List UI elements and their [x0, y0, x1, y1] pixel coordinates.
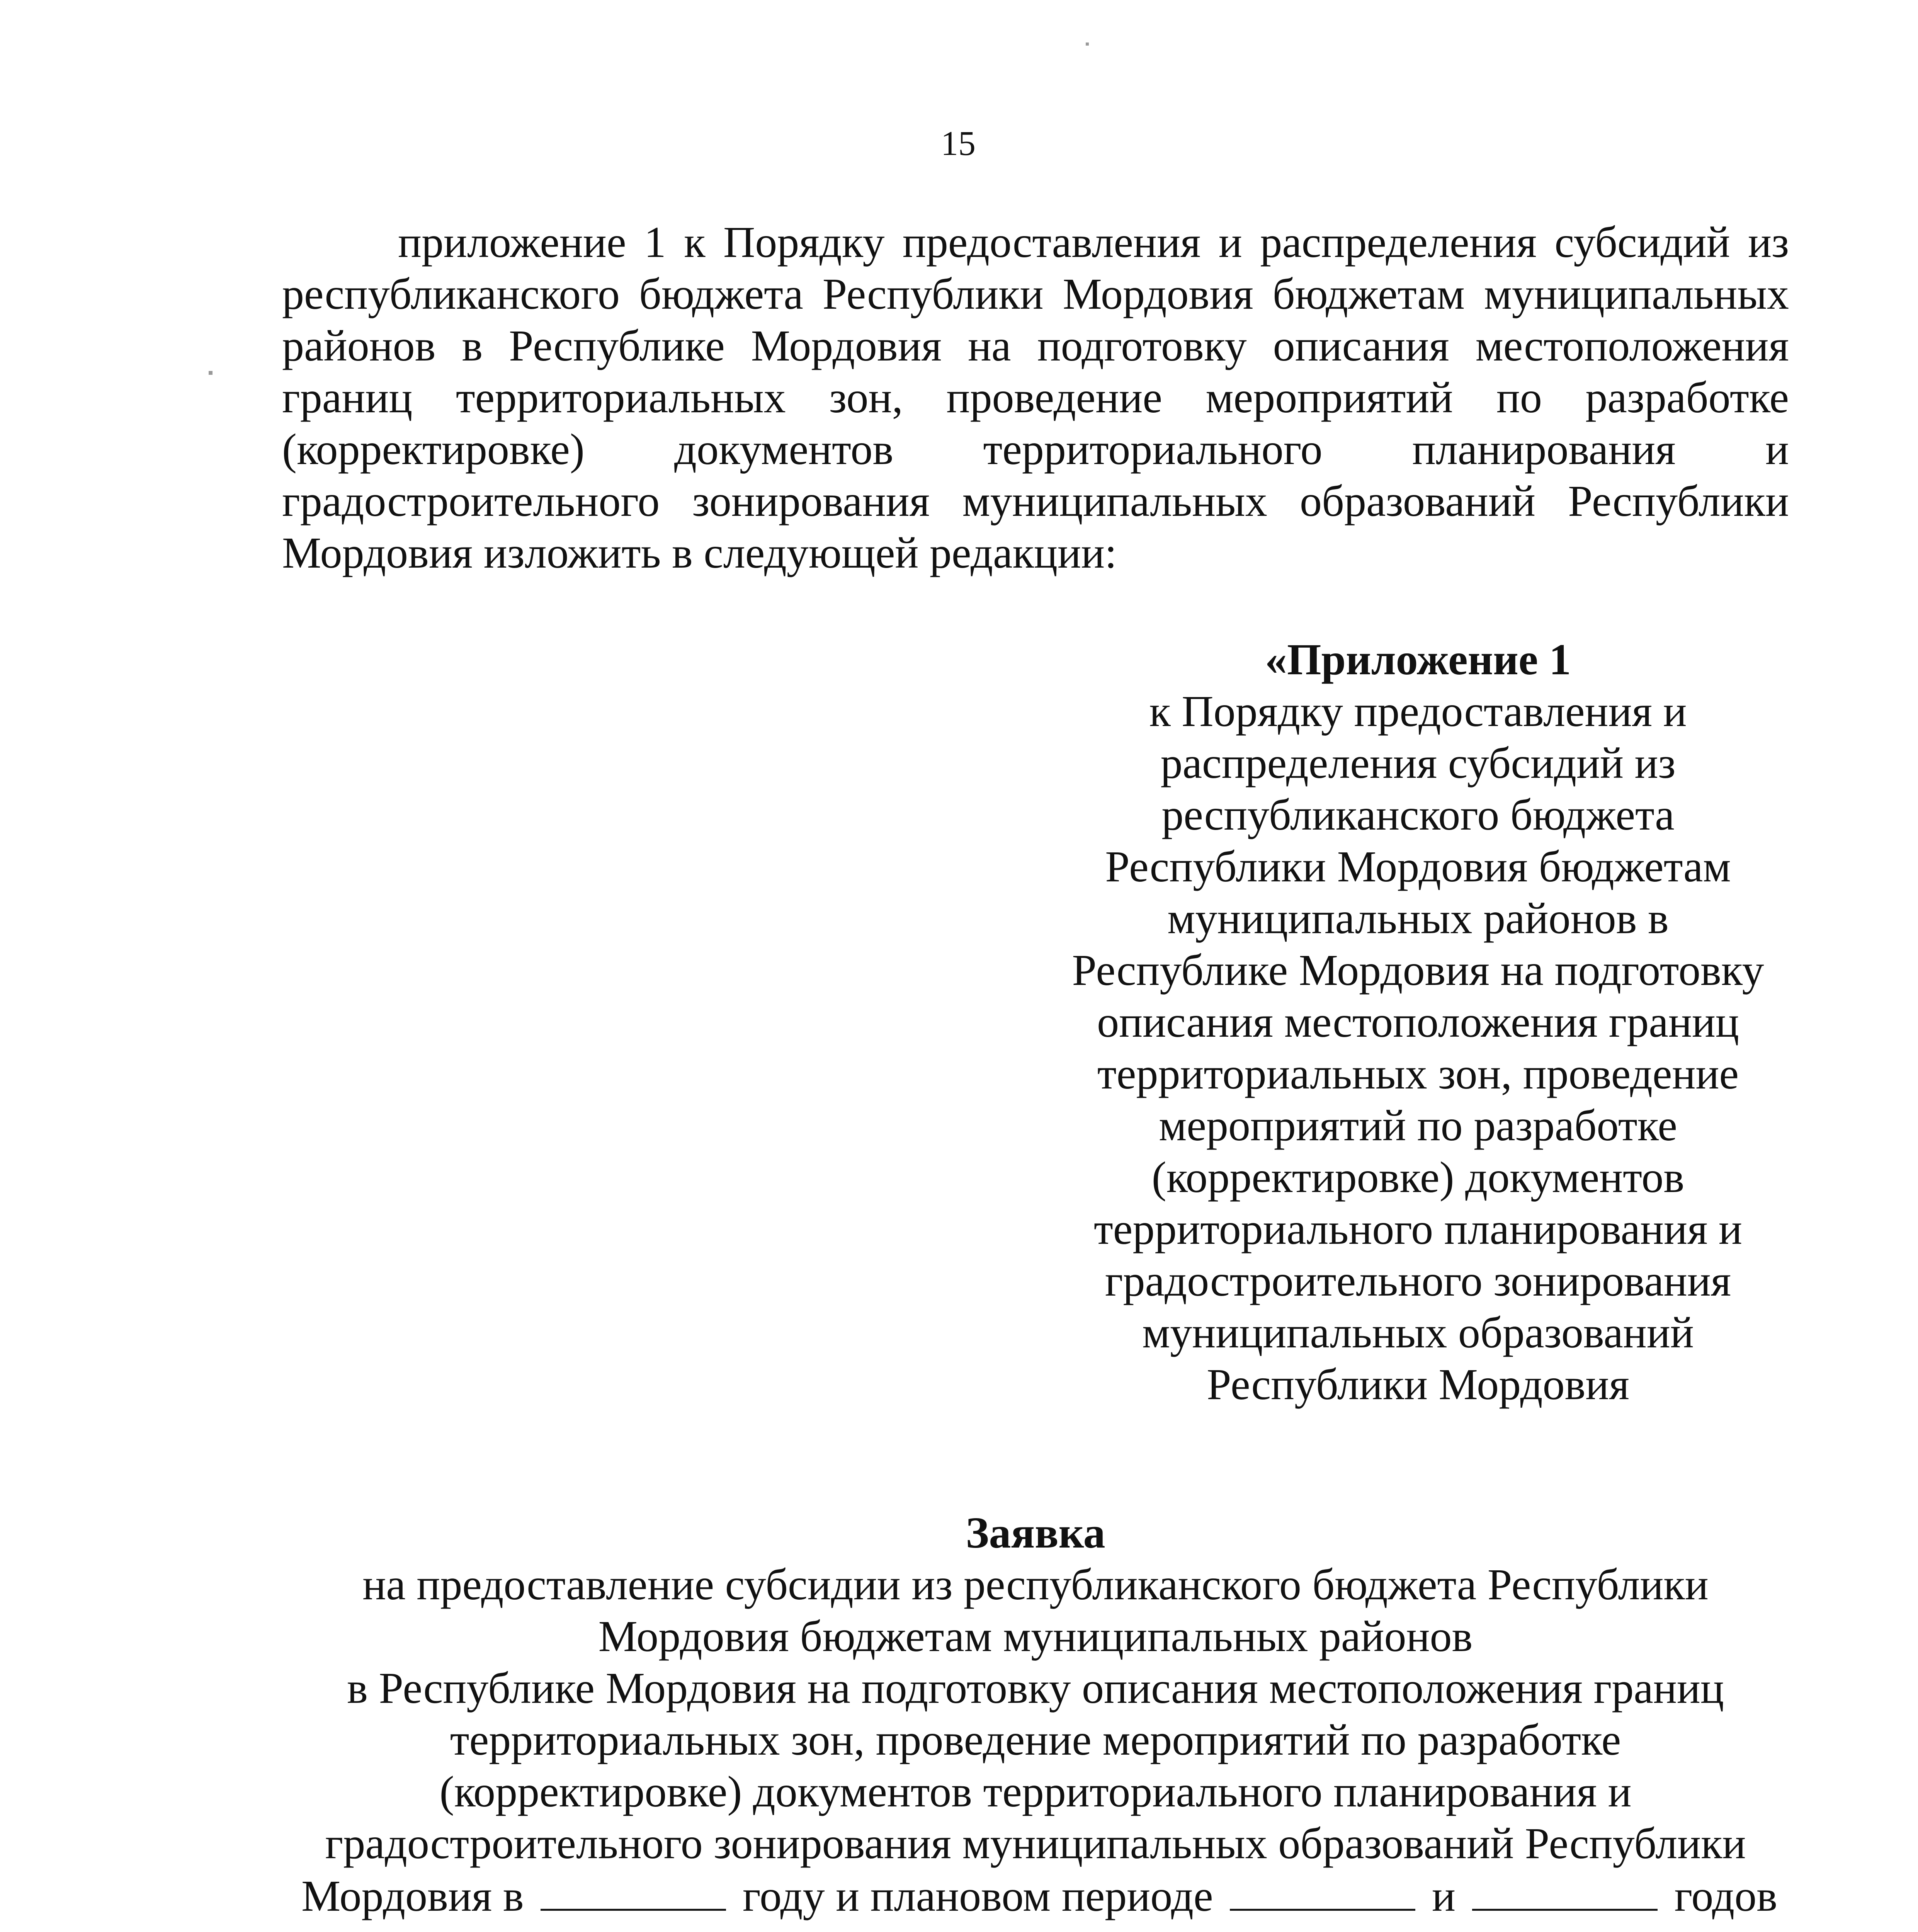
application-line: Мордовия бюджетам муниципальных районов: [598, 1612, 1473, 1661]
application-line: (корректировке) документов территориального планирования и: [439, 1767, 1632, 1816]
page-number: 15: [941, 124, 976, 163]
year-blank: [541, 1870, 726, 1911]
intro-paragraph: приложение 1 к Порядку предоставления и распределения субсидий из республиканского бюджета Республики Мордовия бюджетам муниципальных районов в Республике Мордовия на подготовку описания местоположения границ территориальных зон, проведение мероприятий по разработке (корректировке) документов территориального планирования и градостроительного зонирования муниципальных образований Республики Мордовия изложить в следующей редакции:: [282, 218, 1789, 577]
appendix-line: (корректировке) документов: [1151, 1153, 1685, 1202]
appendix-line: градостроительного зонирования: [1105, 1256, 1731, 1305]
application-line: в Республике Мордовия на подготовку описания местоположения границ: [347, 1663, 1724, 1713]
scan-speck: [1086, 43, 1089, 46]
appendix-line: республиканского бюджета: [1161, 790, 1675, 839]
application-title-block: [282, 1507, 1789, 1869]
application-title: Заявка: [966, 1508, 1105, 1557]
years-text-3: и: [1432, 1871, 1456, 1920]
appendix-line: мероприятий по разработке: [1159, 1101, 1677, 1150]
appendix-line: муниципальных районов в: [1167, 894, 1669, 943]
years-text-4: годов: [1674, 1871, 1777, 1920]
application-line: территориальных зон, проведение мероприятий по разработке: [450, 1715, 1621, 1764]
appendix-line: муниципальных образований: [1142, 1308, 1694, 1357]
scan-speck: [209, 371, 213, 375]
application-line: на предоставление субсидии из республиканского бюджета Республики: [362, 1560, 1709, 1609]
planning-year-blank-2: [1472, 1870, 1658, 1911]
appendix-header: [1047, 634, 1789, 1410]
appendix-line: Республики Мордовия бюджетам: [1105, 842, 1731, 891]
appendix-line: описания местоположения границ: [1097, 997, 1739, 1046]
years-text-2: году и плановом периоде: [743, 1871, 1213, 1920]
planning-year-blank-1: [1230, 1870, 1415, 1911]
appendix-line: Республики Мордовия: [1207, 1360, 1629, 1409]
appendix-line: распределения субсидий из: [1160, 738, 1676, 787]
application-line: градостроительного зонирования муниципальных образований Республики: [325, 1819, 1746, 1868]
years-text-1: Мордовия в: [301, 1871, 524, 1920]
appendix-line: к Порядку предоставления и: [1149, 687, 1687, 736]
appendix-line: территориальных зон, проведение: [1097, 1049, 1739, 1098]
appendix-heading: «Приложение 1: [1265, 635, 1571, 684]
years-line: [301, 1870, 1777, 1922]
appendix-line: территориального планирования и: [1093, 1204, 1743, 1253]
appendix-line: Республике Мордовия на подготовку: [1072, 946, 1764, 995]
